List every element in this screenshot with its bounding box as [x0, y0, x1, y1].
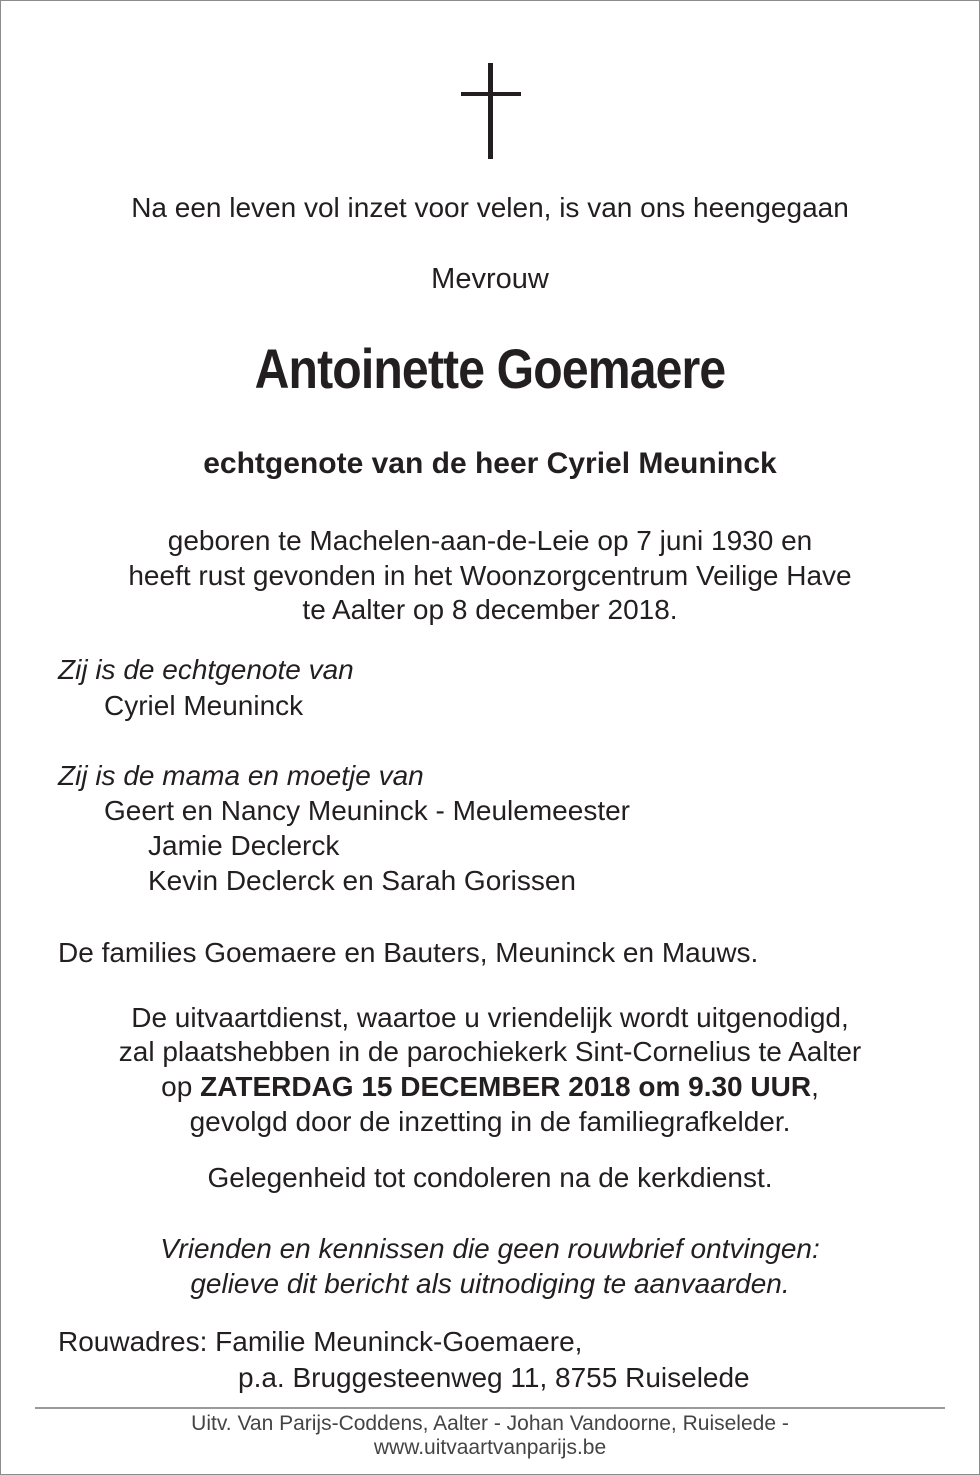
- address-line: Rouwadres: Familie Meuninck-Goemaere,: [58, 1326, 583, 1357]
- condolence-text: Gelegenheid tot condoleren na de kerkdienst.: [207, 1162, 773, 1193]
- service-date: ZATERDAG 15 DECEMBER 2018 om 9.30 UUR: [200, 1071, 812, 1102]
- families-text: De families Goemaere en Bauters, Meuninck en Mauws.: [58, 937, 759, 968]
- latin-cross-icon: [461, 63, 521, 159]
- service-date-line: [0, 1070, 980, 1104]
- birth-death-line: geboren te Machelen-aan-de-Leie op 7 juni 1930 en: [167, 525, 813, 556]
- grandchild-name: Kevin Declerck en Sarah Gorissen: [148, 865, 576, 896]
- child-name: Geert en Nancy Meuninck - Meulemeester: [104, 795, 630, 826]
- address-line: p.a. Bruggesteenweg 11, 8755 Ruiselede: [238, 1362, 750, 1393]
- deceased-name: Antoinette Goemaere: [254, 337, 726, 400]
- grandchild-name: Jamie Declerck: [148, 830, 340, 861]
- footer-line: Uitv. Van Parijs-Coddens, Aalter - Johan Vandoorne, Ruiselede -: [191, 1412, 789, 1435]
- service-line: gevolgd door de inzetting in de familiegrafkelder.: [189, 1106, 791, 1137]
- divider: [35, 1407, 945, 1409]
- notice-line: Vrienden en kennissen die geen rouwbrief ontvingen:: [160, 1233, 820, 1264]
- service-date-prefix: op: [161, 1071, 201, 1102]
- salutation: Mevrouw: [431, 263, 549, 295]
- footer-website: www.uitvaartvanparijs.be: [373, 1436, 607, 1459]
- service-line: De uitvaartdienst, waartoe u vriendelijk wordt uitgenodigd,: [131, 1002, 849, 1033]
- intro-text: Na een leven vol inzet voor velen, is van ons heengegaan: [131, 192, 849, 223]
- children-heading: Zij is de mama en moetje van: [58, 760, 424, 791]
- birth-death-line: te Aalter op 8 december 2018.: [302, 594, 678, 625]
- notice-line: gelieve dit bericht als uitnodiging te aanvaarden.: [190, 1268, 790, 1299]
- spouse-name: Cyriel Meuninck: [104, 690, 304, 721]
- service-line: zal plaatshebben in de parochiekerk Sint-Cornelius te Aalter: [118, 1036, 862, 1067]
- spouse-heading: Zij is de echtgenote van: [58, 654, 354, 685]
- birth-death-line: heeft rust gevonden in het Woonzorgcentrum Veilige Have: [128, 560, 852, 591]
- spouse-line: echtgenote van de heer Cyriel Meuninck: [203, 447, 777, 480]
- service-date-suffix: ,: [811, 1071, 819, 1102]
